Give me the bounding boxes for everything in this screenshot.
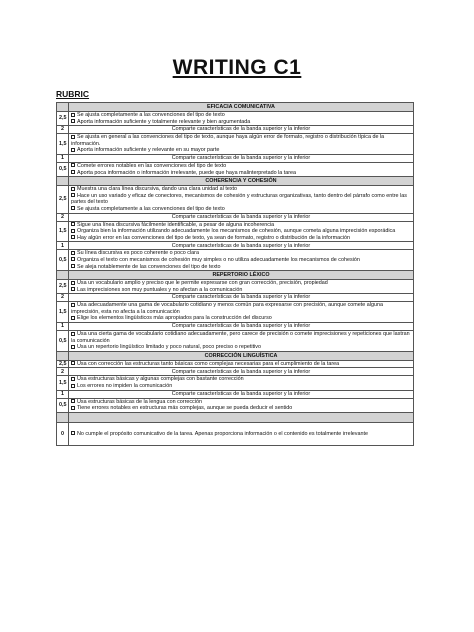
score-cell: 1,5 bbox=[57, 302, 69, 323]
section-title: COHERENCIA Y COHESIÓN bbox=[69, 177, 414, 186]
checkbox-icon[interactable] bbox=[71, 264, 75, 268]
criteria-cell bbox=[69, 112, 414, 126]
criterion-text: Se ajusta en general a las convenciones del tipo de texto, aunque haya algún error de formato, registro o distribución típica de la información. bbox=[71, 134, 385, 147]
middle-band-row bbox=[57, 368, 414, 376]
checkbox-icon[interactable] bbox=[71, 316, 75, 320]
checkbox-icon[interactable] bbox=[71, 345, 75, 349]
criteria-cell bbox=[69, 186, 414, 213]
checkbox-icon[interactable] bbox=[71, 206, 75, 210]
checkbox-icon[interactable] bbox=[71, 406, 75, 410]
criterion-item bbox=[71, 431, 411, 438]
middle-band-row bbox=[57, 126, 414, 134]
blank-cell bbox=[57, 412, 69, 422]
criterion-item bbox=[71, 264, 411, 271]
middle-band-text: Comparte características de la banda superior y la inferior bbox=[69, 294, 414, 302]
rubric-row bbox=[57, 360, 414, 368]
criterion-item bbox=[71, 170, 411, 177]
criterion-item bbox=[71, 222, 411, 229]
criterion-text: No cumple el propósito comunicativo de la tarea. Apenas proporciona información o el contenido es totalmente irrelevante bbox=[77, 430, 368, 437]
section-header-row bbox=[57, 351, 414, 360]
checkbox-icon[interactable] bbox=[71, 332, 75, 336]
middle-band-row bbox=[57, 154, 414, 162]
criterion-text: Usa estructuras básicas de la lengua con corrección bbox=[77, 398, 202, 405]
checkbox-icon[interactable] bbox=[71, 163, 75, 167]
criterion-item bbox=[71, 134, 411, 147]
middle-band-text: Comparte características de la banda superior y la inferior bbox=[69, 213, 414, 221]
criterion-text: Aporta información suficiente y totalmente relevante y bien argumentada bbox=[77, 118, 251, 125]
rubric-row bbox=[57, 376, 414, 390]
rubric-row bbox=[57, 250, 414, 271]
criterion-text: Elige los elementos lingüísticos más apropiados para la construcción del discurso bbox=[77, 315, 272, 322]
section-title: REPERTORIO LÉXICO bbox=[69, 271, 414, 280]
checkbox-icon[interactable] bbox=[71, 303, 75, 307]
criterion-text: Organiza el texto con mecanismos de cohesión muy simples o no utiliza adecuadamente los mecanismos de cohesión bbox=[77, 256, 360, 263]
middle-band-text: Comparte características de la banda superior y la inferior bbox=[69, 154, 414, 162]
criterion-item bbox=[71, 302, 411, 315]
checkbox-icon[interactable] bbox=[71, 377, 75, 381]
criterion-item bbox=[71, 344, 411, 351]
score-cell: 1 bbox=[57, 390, 69, 398]
criterion-item bbox=[71, 228, 411, 235]
middle-band-row bbox=[57, 294, 414, 302]
checkbox-icon[interactable] bbox=[71, 135, 75, 139]
criterion-text: Usa con corrección las estructuras tanto básicas como complejas necesarias para el cumplimiento de la tarea bbox=[77, 360, 340, 367]
score-cell: 2 bbox=[57, 126, 69, 134]
criterion-text: Usa estructuras básicas y algunas complejas con bastante corrección bbox=[77, 376, 244, 383]
criteria-cell bbox=[69, 134, 414, 155]
middle-band-text: Comparte características de la banda superior y la inferior bbox=[69, 126, 414, 134]
criterion-item bbox=[71, 163, 411, 170]
checkbox-icon[interactable] bbox=[71, 119, 75, 123]
section-header-row bbox=[57, 177, 414, 186]
section-score-blank bbox=[57, 271, 69, 280]
checkbox-icon[interactable] bbox=[71, 229, 75, 233]
criterion-text: Se ajusta completamente a las convenciones del tipo de texto bbox=[77, 205, 225, 212]
criterion-item bbox=[71, 315, 411, 322]
criterion-text: Organiza bien la información utilizando adecuadamente los mecanismos de cohesión, aunque cometa alguna imprecisión esporádica bbox=[77, 228, 396, 235]
checkbox-icon[interactable] bbox=[71, 361, 75, 365]
section-score-blank bbox=[57, 351, 69, 360]
criterion-text: Aporta poca información o información irrelevante, puede que haya malinterpretado la tarea bbox=[77, 169, 297, 176]
criterion-item bbox=[71, 235, 411, 242]
rubric-row bbox=[57, 112, 414, 126]
score-cell: 1 bbox=[57, 154, 69, 162]
score-cell: 1 bbox=[57, 242, 69, 250]
criterion-item bbox=[71, 405, 411, 412]
middle-band-text: Comparte características de la banda superior y la inferior bbox=[69, 368, 414, 376]
criteria-cell bbox=[69, 331, 414, 352]
criterion-item bbox=[71, 147, 411, 154]
criteria-cell bbox=[69, 376, 414, 390]
checkbox-icon[interactable] bbox=[71, 187, 75, 191]
score-cell: 0,5 bbox=[57, 331, 69, 352]
rubric-table bbox=[56, 102, 414, 446]
criterion-item bbox=[71, 206, 411, 213]
score-cell: 0,5 bbox=[57, 162, 69, 176]
rubric-row bbox=[57, 162, 414, 176]
section-title: CORRECCIÓN LINGUÍSTICA bbox=[69, 351, 414, 360]
rubric-row bbox=[57, 280, 414, 294]
score-cell: 1,5 bbox=[57, 134, 69, 155]
score-cell: 2,5 bbox=[57, 112, 69, 126]
rubric-row bbox=[57, 134, 414, 155]
score-cell: 1,5 bbox=[57, 376, 69, 390]
page-title: WRITING C1 bbox=[172, 56, 302, 79]
score-cell: 1 bbox=[57, 323, 69, 331]
criterion-text: Se aleja notablemente de las convenciones del tipo de texto bbox=[77, 263, 221, 270]
criterion-text: Muestra una clara línea discursiva, dando una clara unidad al texto bbox=[77, 186, 238, 193]
checkbox-icon[interactable] bbox=[71, 251, 75, 255]
criterion-text: Sigue una línea discursiva fácilmente identificable, a pesar de alguna incoherencia bbox=[77, 221, 275, 228]
criterion-item bbox=[71, 250, 411, 257]
criterion-text: Usa un vocabulario amplio y preciso que le permite expresarse con gran corrección, precisión, propiedad bbox=[77, 280, 328, 287]
checkbox-icon[interactable] bbox=[71, 399, 75, 403]
score-cell: 0,5 bbox=[57, 398, 69, 412]
criterion-item bbox=[71, 287, 411, 294]
criteria-cell bbox=[69, 398, 414, 412]
criterion-item bbox=[71, 257, 411, 264]
middle-band-row bbox=[57, 390, 414, 398]
criterion-item bbox=[71, 331, 411, 344]
criterion-item bbox=[71, 383, 411, 390]
checkbox-icon[interactable] bbox=[71, 384, 75, 388]
criteria-cell bbox=[69, 360, 414, 368]
score-cell: 2,5 bbox=[57, 280, 69, 294]
score-cell: 2 bbox=[57, 294, 69, 302]
criterion-text: Hay algún error en las convenciones del tipo de texto, ya sean de formato, registro o distribución de la información bbox=[77, 234, 350, 241]
criteria-cell bbox=[69, 280, 414, 294]
middle-band-row bbox=[57, 323, 414, 331]
score-cell: 2,5 bbox=[57, 360, 69, 368]
checkbox-icon[interactable] bbox=[71, 222, 75, 226]
score-cell: 0 bbox=[57, 422, 69, 445]
criterion-text: Se ajusta completamente a las convenciones del tipo de texto bbox=[77, 112, 225, 118]
blank-cell bbox=[69, 412, 414, 422]
middle-band-text: Comparte características de la banda superior y la inferior bbox=[69, 323, 414, 331]
rubric-row bbox=[57, 331, 414, 352]
criteria-cell bbox=[69, 302, 414, 323]
section-header-row bbox=[57, 271, 414, 280]
section-header-row bbox=[57, 103, 414, 112]
criterion-item bbox=[71, 186, 411, 193]
criterion-text: Los errores no impiden la comunicación bbox=[77, 383, 173, 390]
criteria-cell bbox=[69, 162, 414, 176]
section-title: EFICACIA COMUNICATIVA bbox=[69, 103, 414, 112]
criterion-text: Aporta información suficiente y relevante en su mayor parte bbox=[77, 147, 220, 154]
checkbox-icon[interactable] bbox=[71, 431, 75, 435]
rubric-row bbox=[57, 186, 414, 213]
criterion-text: Su línea discursiva es poco coherente o poco clara bbox=[77, 250, 199, 257]
blank-separator-row bbox=[57, 412, 414, 422]
rubric-row bbox=[57, 398, 414, 412]
criterion-text: Hace un uso variado y eficaz de conectores, mecanismos de cohesión y estructuras organizativas, tanto dentro del párrafo como entre las partes del texto bbox=[71, 192, 407, 206]
checkbox-icon[interactable] bbox=[71, 257, 75, 261]
score-cell: 1,5 bbox=[57, 221, 69, 242]
checkbox-icon[interactable] bbox=[71, 287, 75, 291]
section-score-blank bbox=[57, 177, 69, 186]
criterion-text: Usa un repertorio lingüístico limitado y poco natural, poco preciso o repetitivo bbox=[77, 344, 261, 351]
middle-band-text: Comparte características de la banda superior y la inferior bbox=[69, 242, 414, 250]
criterion-item bbox=[71, 399, 411, 406]
middle-band-row bbox=[57, 242, 414, 250]
criterion-text: Comete errores notables en las convenciones del tipo de texto bbox=[77, 162, 227, 169]
checkbox-icon[interactable] bbox=[71, 193, 75, 197]
criteria-cell bbox=[69, 250, 414, 271]
criterion-item bbox=[71, 193, 411, 206]
rubric-row bbox=[57, 302, 414, 323]
rubric-label: RUBRIC bbox=[56, 89, 90, 99]
checkbox-icon[interactable] bbox=[71, 281, 75, 285]
criterion-text: Usa adecuadamente una gama de vocabulario cotidiano y menos común para expresarse con precisión, aunque comete alguna imprecisión, esta no afecta a la comunicación bbox=[71, 302, 383, 315]
criteria-cell bbox=[69, 422, 414, 445]
criterion-text: Las imprecisiones son muy puntuales y no afectan a la comunicación bbox=[77, 286, 243, 293]
checkbox-icon[interactable] bbox=[71, 235, 75, 239]
criterion-item bbox=[71, 112, 411, 119]
rubric-row bbox=[57, 422, 414, 445]
criterion-item bbox=[71, 361, 411, 368]
score-cell: 2,5 bbox=[57, 186, 69, 213]
rubric-row bbox=[57, 221, 414, 242]
criterion-text: Tiene errores notables en estructuras más complejas, aunque se pueda deducir el sentido bbox=[77, 405, 293, 412]
criterion-item bbox=[71, 119, 411, 126]
checkbox-icon[interactable] bbox=[71, 113, 75, 117]
score-cell: 0,5 bbox=[57, 250, 69, 271]
middle-band-text: Comparte características de la banda superior y la inferior bbox=[69, 390, 414, 398]
score-cell: 2 bbox=[57, 368, 69, 376]
middle-band-row bbox=[57, 213, 414, 221]
criteria-cell bbox=[69, 221, 414, 242]
criterion-item bbox=[71, 280, 411, 287]
section-score-blank bbox=[57, 103, 69, 112]
score-cell: 2 bbox=[57, 213, 69, 221]
criterion-text: Usa una cierta gama de vocabulario cotidiano adecuadamente, pero carece de precisión o comete imprecisiones y repeticiones que lastran la comunicación bbox=[71, 331, 410, 344]
criterion-item bbox=[71, 376, 411, 383]
checkbox-icon[interactable] bbox=[71, 170, 75, 174]
checkbox-icon[interactable] bbox=[71, 148, 75, 152]
